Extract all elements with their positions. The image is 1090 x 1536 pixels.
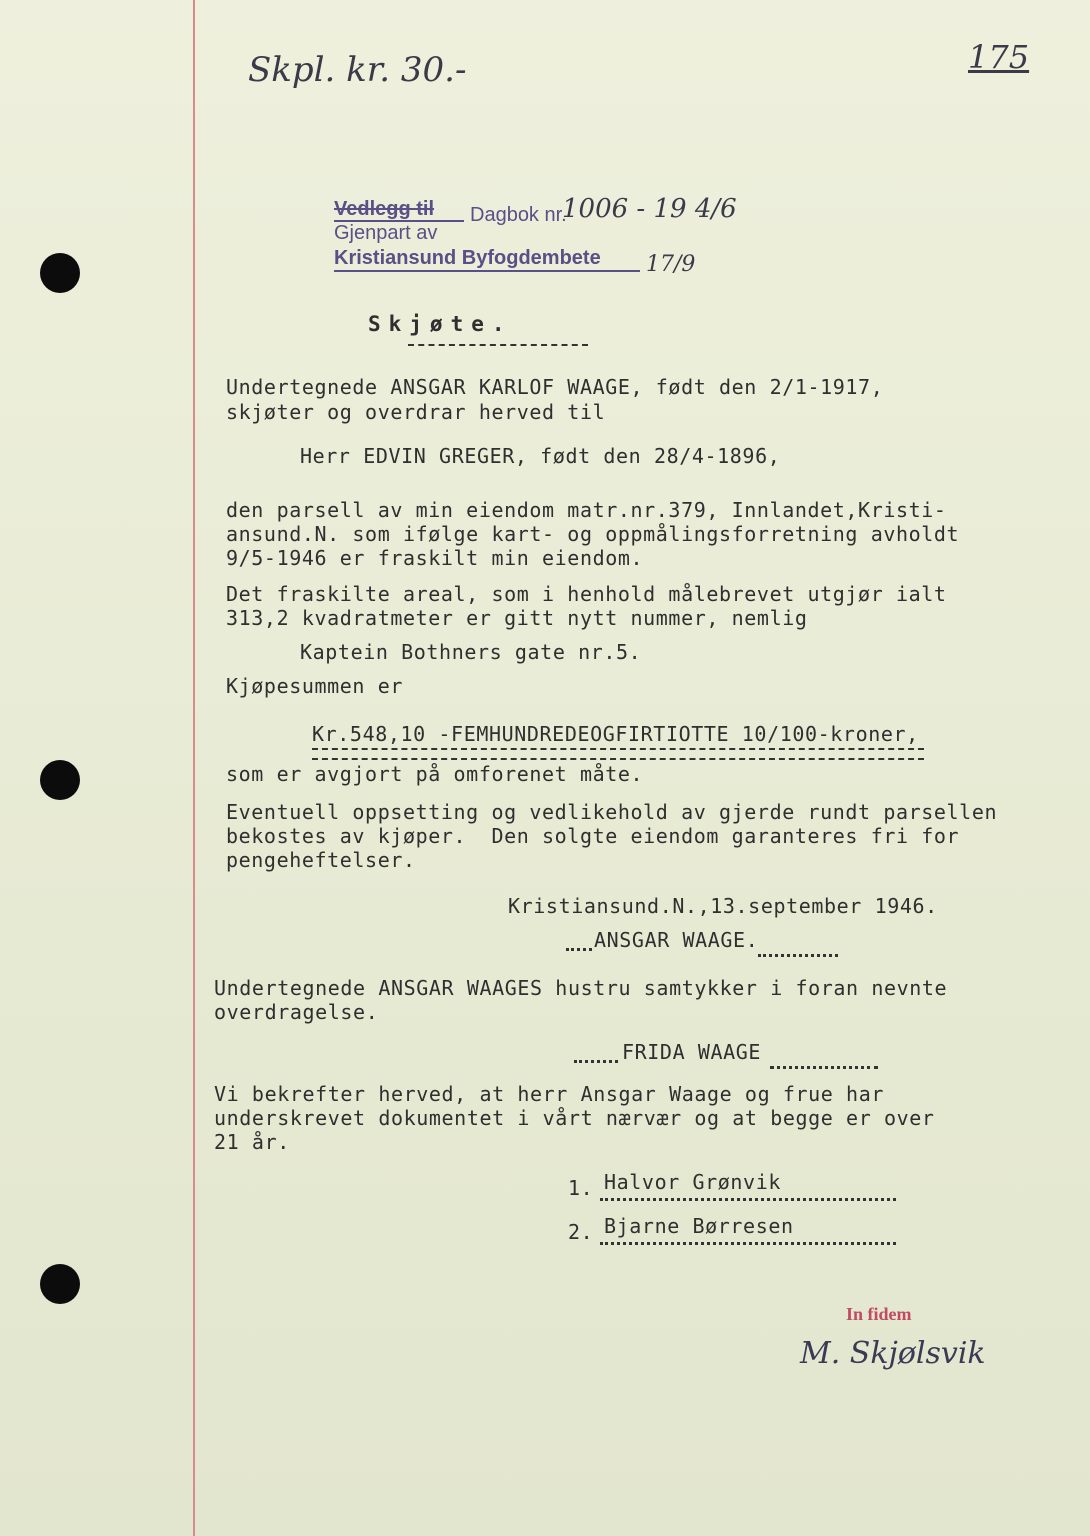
seller-signature: ANSGAR WAAGE.	[594, 928, 759, 952]
body-line-12: som er avgjort på omforenet måte.	[226, 762, 644, 786]
certification-signature: M. Skjølsvik	[800, 1336, 986, 1371]
body-line-10: Kjøpesummen er	[226, 674, 403, 698]
seller-signature-dots-right	[758, 954, 838, 957]
body-line-23: 21 år.	[214, 1130, 290, 1154]
body-line-19: overdragelse.	[214, 1000, 379, 1024]
body-line-21: Vi bekrefter herved, at herr Ansgar Waage og frue har	[214, 1082, 884, 1106]
body-line-1: Undertegnede ANSGAR KARLOF WAAGE, født den 2/1-1917,	[226, 375, 884, 399]
amount-underline-2	[312, 758, 924, 760]
seller-signature-dots-left	[566, 948, 592, 951]
body-line-22: underskrevet dokumentet i vårt nærvær og at begge er over	[214, 1106, 935, 1130]
stamp-date-fraction: 17/9	[646, 252, 696, 277]
witness-2-dots	[600, 1242, 896, 1245]
margin-note: Skpl. kr. 30.-	[248, 50, 467, 90]
stamp-dagbok-value: 1006 - 19 4/6	[562, 194, 737, 224]
amount-underline-1	[312, 748, 924, 750]
witness-2-name: Bjarne Børresen	[604, 1214, 794, 1238]
stamp-copy-label: Gjenpart av	[334, 222, 438, 244]
page-number: 175	[968, 38, 1030, 76]
punch-hole-middle	[40, 760, 80, 800]
witness-2-number: 2.	[568, 1220, 594, 1244]
body-line-8: 313,2 kvadratmeter er gitt nytt nummer, nemlig	[226, 606, 808, 630]
body-line-6: 9/5-1946 er fraskilt min eiendom.	[226, 546, 644, 570]
body-line-2: skjøter og overdrar herved til	[226, 400, 606, 424]
body-line-3: Herr EDVIN GREGER, født den 28/4-1896,	[300, 444, 781, 468]
body-line-4: den parsell av min eiendom matr.nr.379, Innlandet,Kristi-	[226, 498, 947, 522]
body-line-9: Kaptein Bothners gate nr.5.	[300, 640, 642, 664]
document-title: Skjøte.	[368, 312, 513, 336]
witness-1-name: Halvor Grønvik	[604, 1170, 781, 1194]
body-line-15: pengeheftelser.	[226, 848, 416, 872]
stamp-underline-2	[334, 270, 640, 272]
margin-line	[193, 0, 195, 1536]
stamp-office: Kristiansund Byfogdembete	[334, 247, 601, 269]
title-underline	[408, 344, 588, 346]
body-line-18: Undertegnede ANSGAR WAAGES hustru samtykker i foran nevnte	[214, 976, 948, 1000]
stamp-attachment-label: Vedlegg til	[334, 198, 435, 220]
stamp-dagbok-label: Dagbok nr.	[470, 204, 567, 226]
witness-1-number: 1.	[568, 1176, 594, 1200]
wife-signature-dots-right	[770, 1066, 878, 1069]
wife-signature-dots-left	[574, 1060, 618, 1063]
witness-1-dots	[600, 1198, 896, 1201]
body-line-14: bekostes av kjøper. Den solgte eiendom garanteres fri for	[226, 824, 960, 848]
amount-line: Kr.548,10 -FEMHUNDREDEOGFIRTIOTTE 10/100-kroner,	[312, 722, 919, 746]
wife-signature: FRIDA WAAGE	[622, 1040, 762, 1064]
place-date: Kristiansund.N.,13.september 1946.	[508, 894, 938, 918]
punch-hole-top	[40, 253, 80, 293]
punch-hole-bottom	[40, 1264, 80, 1304]
body-line-13: Eventuell oppsetting og vedlikehold av gjerde rundt parsellen	[226, 800, 998, 824]
certification-stamp: In fidem	[846, 1304, 912, 1324]
body-line-7: Det fraskilte areal, som i henhold målebrevet utgjør ialt	[226, 582, 947, 606]
body-line-5: ansund.N. som ifølge kart- og oppmålingsforretning avholdt	[226, 522, 960, 546]
